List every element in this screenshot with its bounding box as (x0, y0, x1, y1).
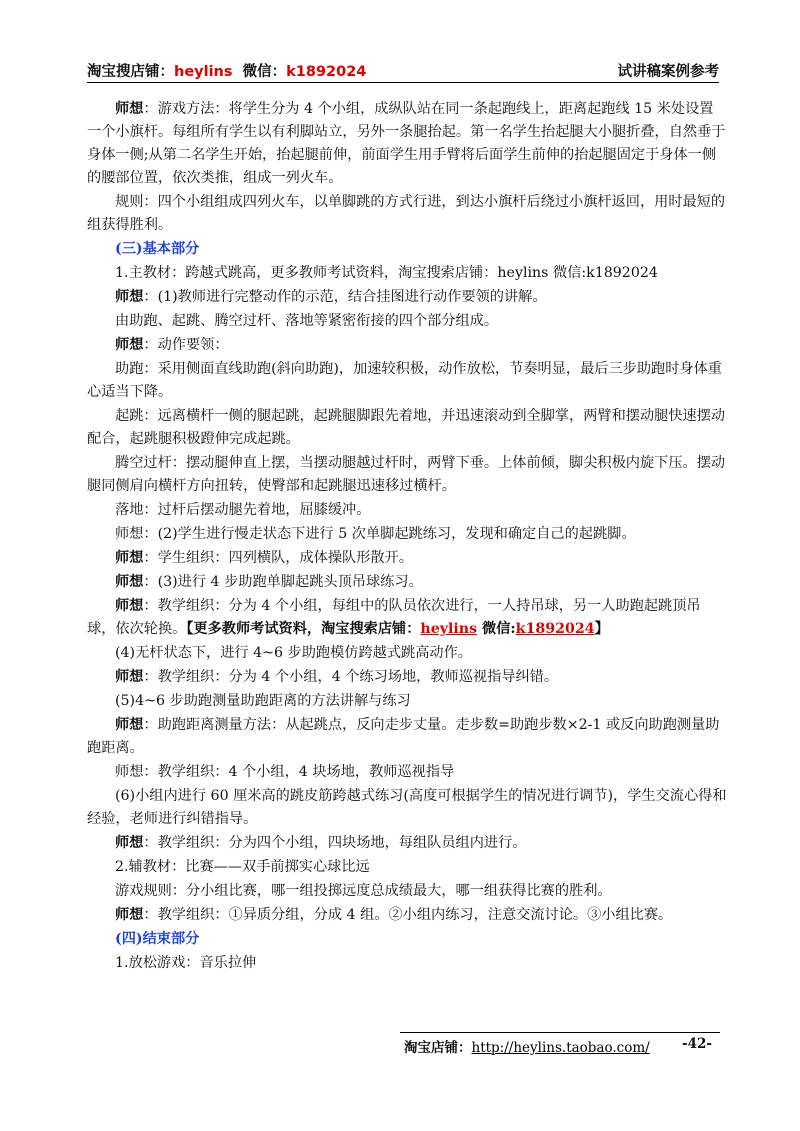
paragraph-text: 腾空过杆：摆动腿伸直上摆，当摆动腿越过杆时，两臂下垂。上体前倾，脚尖积极内旋下压。摆动腿同侧肩向横杆方向扭转，使臀部和起跳腿迅速移过横杆。 (87, 455, 726, 494)
paragraph (87, 310, 727, 333)
paragraph (87, 523, 727, 546)
footer-label: 淘宝店铺： (404, 1040, 472, 1056)
paragraph (87, 856, 727, 879)
speaker-label: 师想 (115, 907, 144, 923)
paragraph (87, 714, 727, 760)
paragraph (87, 571, 727, 594)
page-footer (400, 1032, 720, 1055)
paragraph (87, 191, 727, 237)
paragraph (87, 952, 727, 975)
paragraph-text: 落地：过杆后摆动腿先着地，屈膝缓冲。 (115, 502, 371, 518)
paragraph (87, 785, 727, 831)
paragraph-text: (4)无杆状态下，进行 4~6 步助跑模仿跨越式跳高动作。 (115, 645, 472, 661)
paragraph-text: ：教学组织：分为 4 个小组，每组中的队员依次进行，一人持吊球，另一人助跑起跳顶吊球，依次轮换。 (87, 598, 701, 637)
speaker-label: 师想 (115, 101, 144, 117)
header-store-info (87, 60, 366, 81)
paragraph (87, 358, 727, 404)
paragraph-text: 游戏规则：分小组比赛，哪一组投掷远度总成绩最大，哪一组获得比赛的胜利。 (115, 883, 612, 899)
speaker-label: 师想 (115, 289, 144, 305)
paragraph-text: ：(1)教师进行完整动作的示范，结合挂图进行动作要领的讲解。 (143, 289, 547, 305)
paragraph-text: ：助跑距离测量方法：从起跳点，反向走步丈量。走步数=助跑步数×2-1 或反向助跑测量助跑距离。 (87, 717, 720, 756)
paragraph (87, 452, 727, 498)
section-heading (87, 238, 727, 261)
store-prefix: 淘宝搜店铺： (87, 64, 174, 80)
paragraph-text: 由助跑、起跳、腾空过杆、落地等紧密衔接的四个部分组成。 (115, 313, 499, 329)
paragraph (87, 904, 727, 927)
paragraph-text: 助跑：采用侧面直线助跑(斜向助跑)，加速较积极，动作放松，节奏明显，最后三步助跑时身体重心适当下降。 (87, 361, 722, 400)
speaker-label: 师想 (115, 550, 144, 566)
section-title: (四)结束部分 (115, 931, 200, 947)
ad-prefix: 【更多教师考试资料，淘宝搜索店铺： (186, 621, 421, 637)
paragraph (87, 405, 727, 451)
speaker-label: 师想 (115, 574, 144, 590)
page-number: -42- (682, 1036, 712, 1052)
speaker-label: 师想 (115, 337, 144, 353)
section-title: (三)基本部分 (115, 241, 200, 257)
paragraph (87, 286, 727, 309)
paragraph-text: 规则：四个小组组成四列火车，以单脚跳的方式行进，到达小旗杆后绕过小旗杆返回，用时最短的组获得胜利。 (87, 194, 726, 233)
paragraph-text: ：教学组织：分为 4 个小组，4 个练习场地，教师巡视指导纠错。 (143, 669, 559, 685)
paragraph (87, 595, 727, 641)
paragraph-text: ：动作要领： (143, 337, 229, 353)
paragraph-text: ：(3)进行 4 步助跑单脚起跳头顶吊球练习。 (143, 574, 423, 590)
ad-note (186, 621, 608, 637)
paragraph-text: 起跳：远离横杆一侧的腿起跳，起跳腿脚跟先着地，并迅速滚动到全脚掌，两臂和摆动腿快速摆动配合，起跳腿积极蹬伸完成起跳。 (87, 408, 726, 447)
paragraph-text: (6)小组内进行 60 厘米高的跳皮筋跨越式练习(高度可根据学生的情况进行调节)，学生交流心得和经验，老师进行纠错指导。 (87, 788, 727, 827)
section-heading (87, 928, 727, 951)
wechat-id: k1892024 (286, 64, 367, 80)
wechat-prefix: 微信： (232, 64, 287, 80)
speaker-label: 师想 (115, 598, 144, 614)
paragraph (87, 666, 727, 689)
paragraph-text: ：游戏方法：将学生分为 4 个小组，成纵队站在同一条起跑线上，距离起跑线 15 米处设置一个小旗杆。每组所有学生以有利脚站立，另外一条腿抬起。第一名学生抬起腿大小腿折叠，自然垂于身体一侧;从第二名学生开始，抬起腿前伸，前面学生用手臂将后面学生前伸的抬起腿固定于身体一侧的腰部位置，依次类推，组成一列火车。 (87, 101, 726, 186)
ad-wechat-id: k1892024 (515, 621, 595, 637)
page-header (87, 58, 719, 83)
paragraph (87, 334, 727, 357)
paragraph-text: ：学生组织：四列横队，成体操队形散开。 (143, 550, 413, 566)
speaker-label: 师想 (115, 669, 144, 685)
paragraph (87, 499, 727, 522)
header-title: 试讲稿案例参考 (617, 64, 719, 80)
paragraph-text: 1.放松游戏：音乐拉伸 (115, 955, 257, 971)
paragraph (87, 761, 727, 784)
paragraph (87, 690, 727, 713)
paragraph (87, 880, 727, 903)
paragraph-text: 师想：(2)学生进行慢走状态下进行 5 次单脚起跳练习，发现和确定自己的起跳脚。 (115, 526, 636, 542)
paragraph-text: ：教学组织：分为四个小组，四块场地，每组队员组内进行。 (143, 835, 527, 851)
store-name: heylins (174, 64, 233, 80)
paragraph-text: 2.辅教材：比赛——双手前掷实心球比远 (115, 859, 370, 875)
paragraph (87, 642, 727, 665)
paragraph (87, 262, 727, 285)
ad-store-name: heylins (420, 621, 478, 637)
paragraph (87, 832, 727, 855)
paragraph-text: (5)4~6 步助跑测量助跑距离的方法讲解与练习 (115, 693, 411, 709)
ad-suffix: 】 (594, 621, 609, 637)
document-body (87, 98, 727, 975)
paragraph-text: 1.主教材：跨越式跳高，更多教师考试资料，淘宝搜索店铺：heylins 微信:k1892024 (115, 265, 658, 281)
paragraph (87, 98, 727, 190)
speaker-label: 师想 (115, 717, 144, 733)
paragraph-text: ：教学组织：①异质分组，分成 4 组。②小组内练习，注意交流讨论。③小组比赛。 (143, 907, 673, 923)
speaker-label: 师想 (115, 835, 144, 851)
ad-mid: 微信: (477, 621, 516, 637)
footer-store-link[interactable]: http://heylins.taobao.com/ (471, 1040, 650, 1056)
paragraph-text: 师想：教学组织：4 个小组，4 块场地，教师巡视指导 (115, 764, 455, 780)
paragraph (87, 547, 727, 570)
